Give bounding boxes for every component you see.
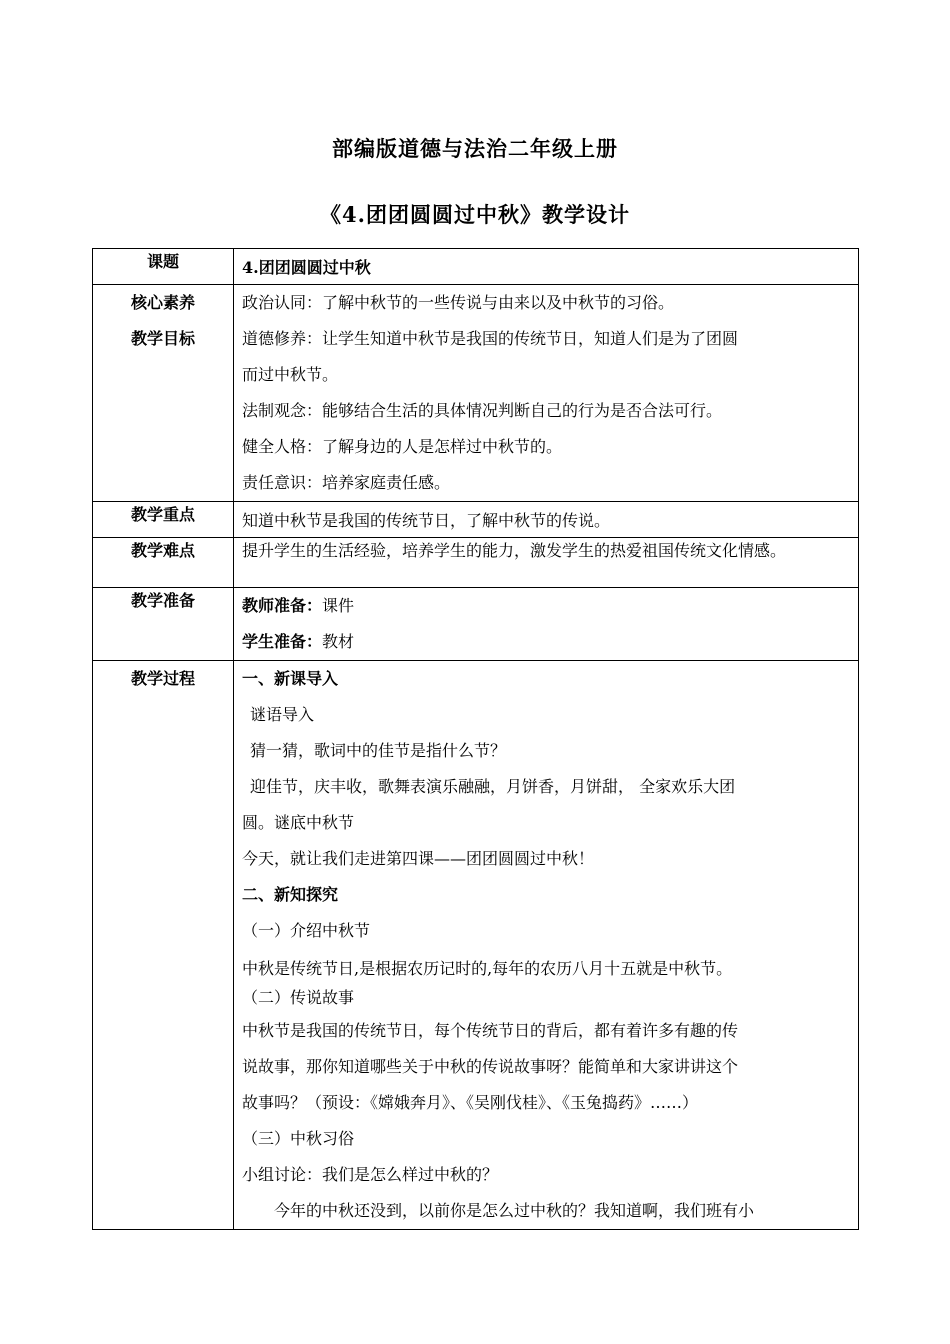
process-line: 说故事，那你知道哪些关于中秋的传说故事呀？能简单和大家讲讲这个 (242, 1057, 739, 1076)
teacher-prep-value: 课件 (322, 596, 355, 615)
core-line: 法制观念：能够结合生活的具体情况判断自己的行为是否合法可行。 (242, 401, 723, 420)
process-heading: 二、新知探究 (242, 885, 339, 904)
process-line: 今天，就让我们走进第四课——团团圆圆过中秋！ (242, 849, 595, 868)
process-content (234, 661, 859, 1230)
core-line: 道德修养：让学生知道中秋节是我国的传统节日，知道人们是为了团圆 (242, 329, 739, 348)
process-line: 今年的中秋还没到，以前你是怎么过中秋的？我知道啊，我们班有小 (274, 1201, 755, 1220)
core-line: 而过中秋节。 (242, 365, 339, 384)
difficulty-cell (234, 538, 859, 588)
difficulty-label: 教学难点 (93, 538, 234, 588)
process-line: 圆。谜底中秋节 (242, 813, 355, 832)
process-line: 故事吗？（预设：《嫦娥奔月》、《吴刚伐桂》、《玉兔捣药》……） (242, 1093, 699, 1112)
process-line: 中秋是传统节日,是根据农历记时的,每年的农历八月十五就是中秋节。 (242, 959, 733, 978)
core-goals-content (234, 285, 859, 502)
teacher-prep-label: 教师准备： (242, 596, 323, 615)
student-prep-value: 教材 (322, 632, 355, 651)
core-line: 政治认同：了解中秋节的一些传说与由来以及中秋节的习俗。 (242, 293, 675, 312)
core-label-b: 教学目标 (130, 329, 195, 348)
topic-label: 课题 (93, 249, 234, 285)
row-process (93, 661, 859, 1230)
preparation-content (234, 588, 859, 661)
process-line: 小组讨论：我们是怎么样过中秋的？ (242, 1165, 499, 1184)
student-prep-label: 学生准备： (242, 632, 323, 651)
row-topic (93, 249, 859, 285)
key-points-label: 教学重点 (93, 502, 234, 538)
process-line: 迎佳节，庆丰收，歌舞表演乐融融，月饼香，月饼甜， 全家欢乐大团 (250, 777, 736, 796)
teacher-prep (242, 588, 850, 624)
process-label: 教学过程 (93, 661, 234, 1230)
document-title: 部编版道德与法治二年级上册 (332, 136, 618, 161)
core-label-a: 核心素养 (130, 293, 195, 312)
lesson-plan-table (92, 248, 859, 1230)
key-points-value: 知道中秋节是我国的传统节日，了解中秋节的传说。 (234, 502, 859, 538)
row-core-goals (93, 285, 859, 502)
process-line: 谜语导入 (250, 705, 315, 724)
lesson-title: 《4.团团圆圆过中秋》教学设计 (320, 202, 630, 227)
core-line: 责任意识：培养家庭责任感。 (242, 473, 451, 492)
process-line: （三）中秋习俗 (242, 1129, 355, 1148)
row-preparation (93, 588, 859, 661)
process-line: （二）传说故事 (242, 988, 355, 1007)
process-line: （一）介绍中秋节 (242, 921, 371, 940)
core-goals-label (93, 285, 234, 502)
preparation-label: 教学准备 (93, 588, 234, 661)
student-prep (242, 624, 850, 660)
difficulty-value: 提升学生的生活经验，培养学生的能力，激发学生的热爱祖国传统文化情感。 (242, 541, 787, 560)
core-line: 健全人格：了解身边的人是怎样过中秋节的。 (242, 437, 563, 456)
process-heading: 一、新课导入 (242, 669, 339, 688)
row-difficulty (93, 538, 859, 588)
process-line: 猜一猜，歌词中的佳节是指什么节？ (250, 741, 507, 760)
process-line: 中秋节是我国的传统节日，每个传统节日的背后，都有着许多有趣的传 (242, 1021, 739, 1040)
row-key-points (93, 502, 859, 538)
topic-value: 4.团团圆圆过中秋 (234, 249, 859, 285)
